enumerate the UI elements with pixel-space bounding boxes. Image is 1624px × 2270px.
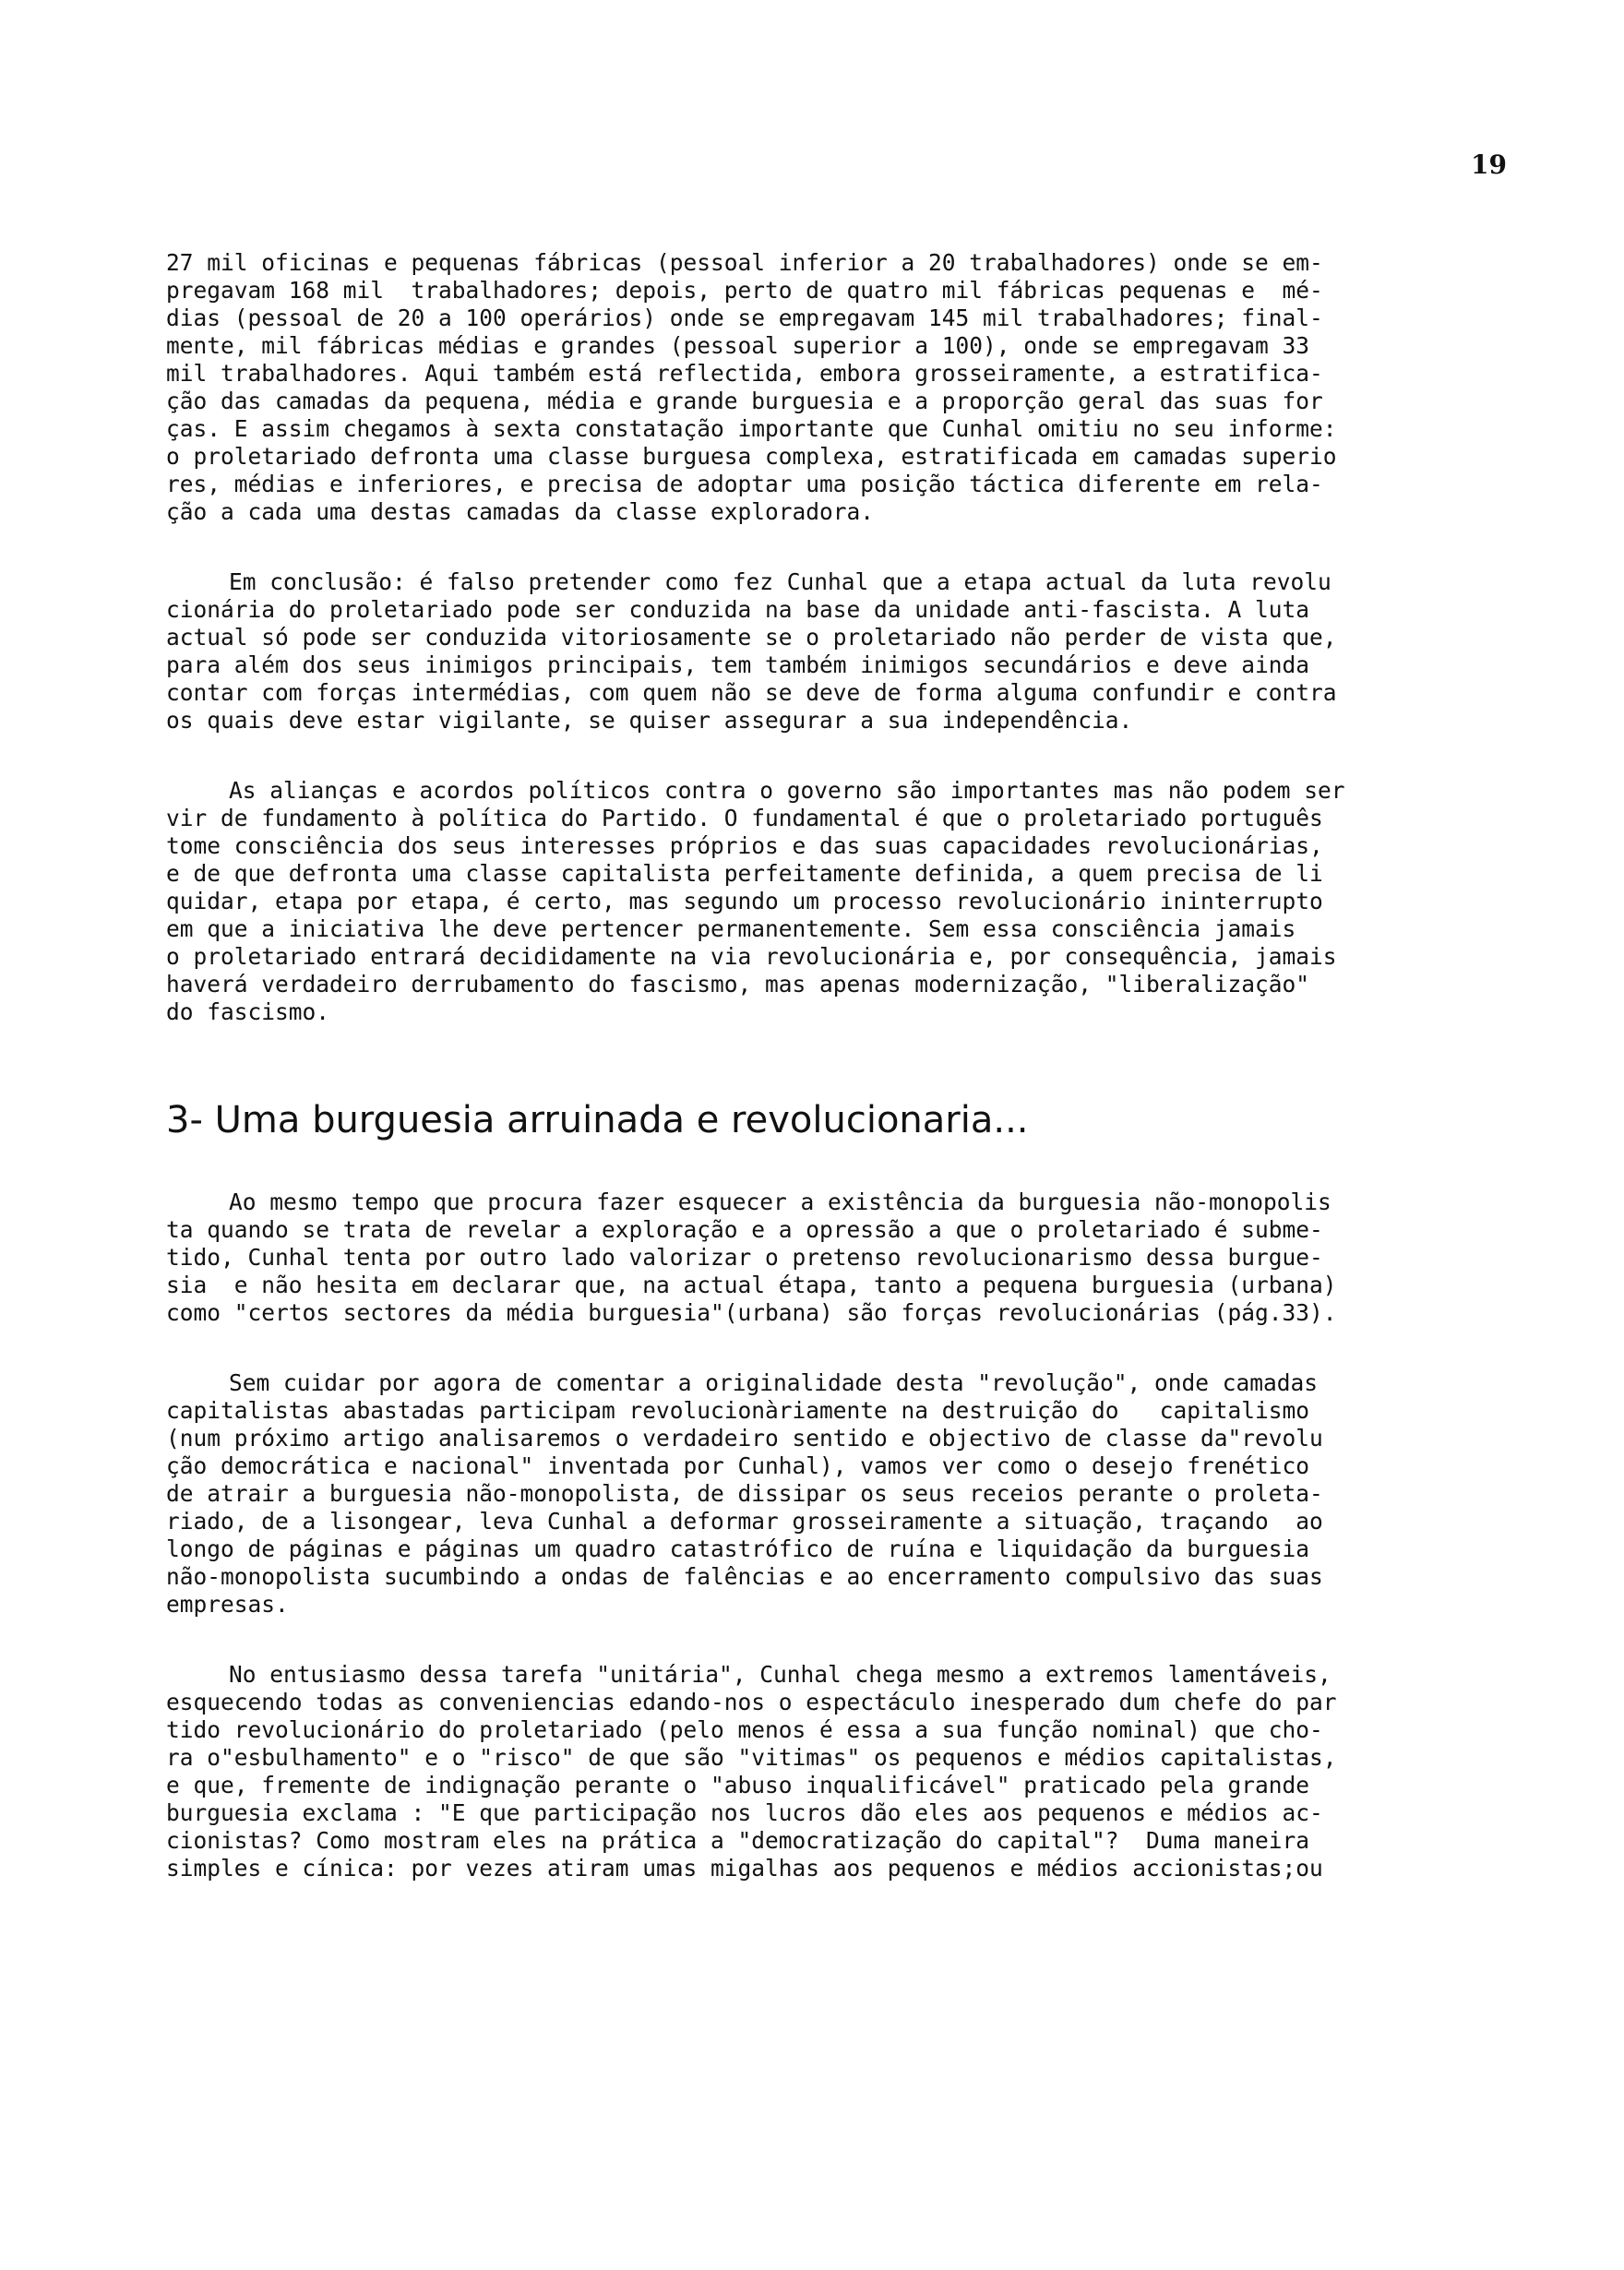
text-line: simples e cínica: por vezes atiram umas migalhas aos pequenos e médios accionistas;ou <box>166 1855 1323 1882</box>
text-line: sia e não hesita em declarar que, na actual étapa, tanto a pequena burguesia (urbana) <box>166 1272 1337 1298</box>
document-body <box>166 249 1522 1925</box>
text-line: capitalistas abastadas participam revolucionàriamente na destruição do capitalismo <box>166 1397 1310 1424</box>
paragraph-enthusiasm <box>166 1661 1522 1882</box>
text-line: esquecendo todas as conveniencias edando-nos o espectáculo inesperado dum chefe do par <box>166 1689 1337 1715</box>
text-line: As alianças e acordos políticos contra o governo são importantes mas não podem ser <box>229 777 1345 804</box>
paragraph-factories <box>166 249 1522 526</box>
text-line: Sem cuidar por agora de comentar a originalidade desta "revolução", onde camadas <box>229 1369 1319 1396</box>
text-line: tido, Cunhal tenta por outro lado valorizar o pretenso revolucionarismo dessa burgue- <box>166 1244 1323 1271</box>
text-line: o proletariado defronta uma classe burguesa complexa, estratificada em camadas superio <box>166 443 1337 470</box>
text-line: ta quando se trata de revelar a exploração e a opressão a que o proletariado é subme- <box>166 1216 1323 1243</box>
text-line: No entusiasmo dessa tarefa "unitária", Cunhal chega mesmo a extremos lamentáveis, <box>229 1661 1331 1688</box>
text-line: haverá verdadeiro derrubamento do fascismo, mas apenas modernização, "liberalização" <box>166 971 1310 998</box>
text-line: para além dos seus inimigos principais, tem também inimigos secundários e deve ainda <box>166 651 1310 678</box>
paragraph-conclusion <box>166 568 1522 735</box>
text-line: ção das camadas da pequena, média e grande burguesia e a proporção geral das suas for <box>166 388 1323 414</box>
text-line: em que a iniciativa lhe deve pertencer permanentemente. Sem essa consciência jamais <box>166 915 1296 942</box>
text-line: tido revolucionário do proletariado (pelo menos é essa a sua função nominal) que cho- <box>166 1716 1323 1743</box>
text-line: do fascismo. <box>166 998 330 1025</box>
text-line: Ao mesmo tempo que procura fazer esquecer a existência da burguesia não-monopolis <box>229 1189 1331 1215</box>
text-line: (num próximo artigo analisaremos o verdadeiro sentido e objectivo de classe da"revolu <box>166 1425 1323 1452</box>
paragraph-alliances <box>166 777 1522 1026</box>
text-line: e que, fremente de indignação perante o "abuso inqualificável" praticado pela grande <box>166 1772 1310 1798</box>
text-line: dias (pessoal de 20 a 100 operários) onde se empregavam 145 mil trabalhadores; final- <box>166 305 1323 331</box>
text-line: empresas. <box>166 1591 289 1618</box>
text-line: e de que defronta uma classe capitalista perfeitamente definida, a quem precisa de li <box>166 860 1323 887</box>
text-line: burguesia exclama : "E que participação nos lucros dão eles aos pequenos e médios ac- <box>166 1799 1323 1826</box>
text-line: 27 mil oficinas e pequenas fábricas (pessoal inferior a 20 trabalhadores) onde se em- <box>166 249 1323 276</box>
text-line: ças. E assim chegamos à sexta constatação importante que Cunhal omitiu no seu informe: <box>166 415 1337 442</box>
text-line: ra o"esbulhamento" e o "risco" de que são "vitimas" os pequenos e médios capitalistas, <box>166 1744 1337 1771</box>
text-line: mente, mil fábricas médias e grandes (pessoal superior a 100), onde se empregavam 33 <box>166 332 1310 359</box>
paragraph-revolution <box>166 1369 1522 1619</box>
text-line: quidar, etapa por etapa, é certo, mas segundo um processo revolucionário ininterrupto <box>166 888 1323 914</box>
text-line: Em conclusão: é falso pretender como fez Cunhal que a etapa actual da luta revolu <box>229 568 1331 595</box>
text-line: como "certos sectores da média burguesia"(urbana) são forças revolucionárias (pág.33). <box>166 1299 1337 1326</box>
page-number: 19 <box>1471 149 1507 180</box>
text-line: não-monopolista sucumbindo a ondas de falências e ao encerramento compulsivo das suas <box>166 1563 1323 1590</box>
section-heading: 3- Uma burguesia arruinada e revolucionaria... <box>166 1099 1029 1141</box>
text-line: tome consciência dos seus interesses próprios e das suas capacidades revolucionárias, <box>166 832 1323 859</box>
text-line: de atrair a burguesia não-monopolista, de dissipar os seus receios perante o proleta- <box>166 1480 1323 1507</box>
text-line: cionistas? Como mostram eles na prática a "democratização do capital"? Duma maneira <box>166 1827 1310 1854</box>
text-line: cionária do proletariado pode ser conduzida na base da unidade anti-fascista. A luta <box>166 596 1310 623</box>
text-line: contar com forças intermédias, com quem não se deve de forma alguma confundir e contra <box>166 679 1337 706</box>
text-line: o proletariado entrará decididamente na via revolucionária e, por consequência, jamais <box>166 943 1337 970</box>
text-line: ção democrática e nacional" inventada por Cunhal), vamos ver como o desejo frenético <box>166 1452 1310 1479</box>
text-line: os quais deve estar vigilante, se quiser assegurar a sua independência. <box>166 707 1133 734</box>
text-line: riado, de a lisongear, leva Cunhal a deformar grosseiramente a situação, traçando ao <box>166 1508 1323 1535</box>
text-line: res, médias e inferiores, e precisa de adoptar uma posição táctica diferente em rela- <box>166 471 1323 497</box>
text-line: actual só pode ser conduzida vitoriosamente se o proletariado não perder de vista que, <box>166 624 1337 651</box>
paragraph-section-intro <box>166 1189 1522 1327</box>
text-line: ção a cada uma destas camadas da classe exploradora. <box>166 498 875 525</box>
text-line: pregavam 168 mil trabalhadores; depois, perto de quatro mil fábricas pequenas e mé- <box>166 277 1323 304</box>
text-line: mil trabalhadores. Aqui também está reflectida, embora grosseiramente, a estratifica- <box>166 360 1323 387</box>
text-line: longo de páginas e páginas um quadro catastrófico de ruína e liquidação da burguesia <box>166 1535 1310 1562</box>
text-line: vir de fundamento à política do Partido. O fundamental é que o proletariado português <box>166 805 1323 831</box>
